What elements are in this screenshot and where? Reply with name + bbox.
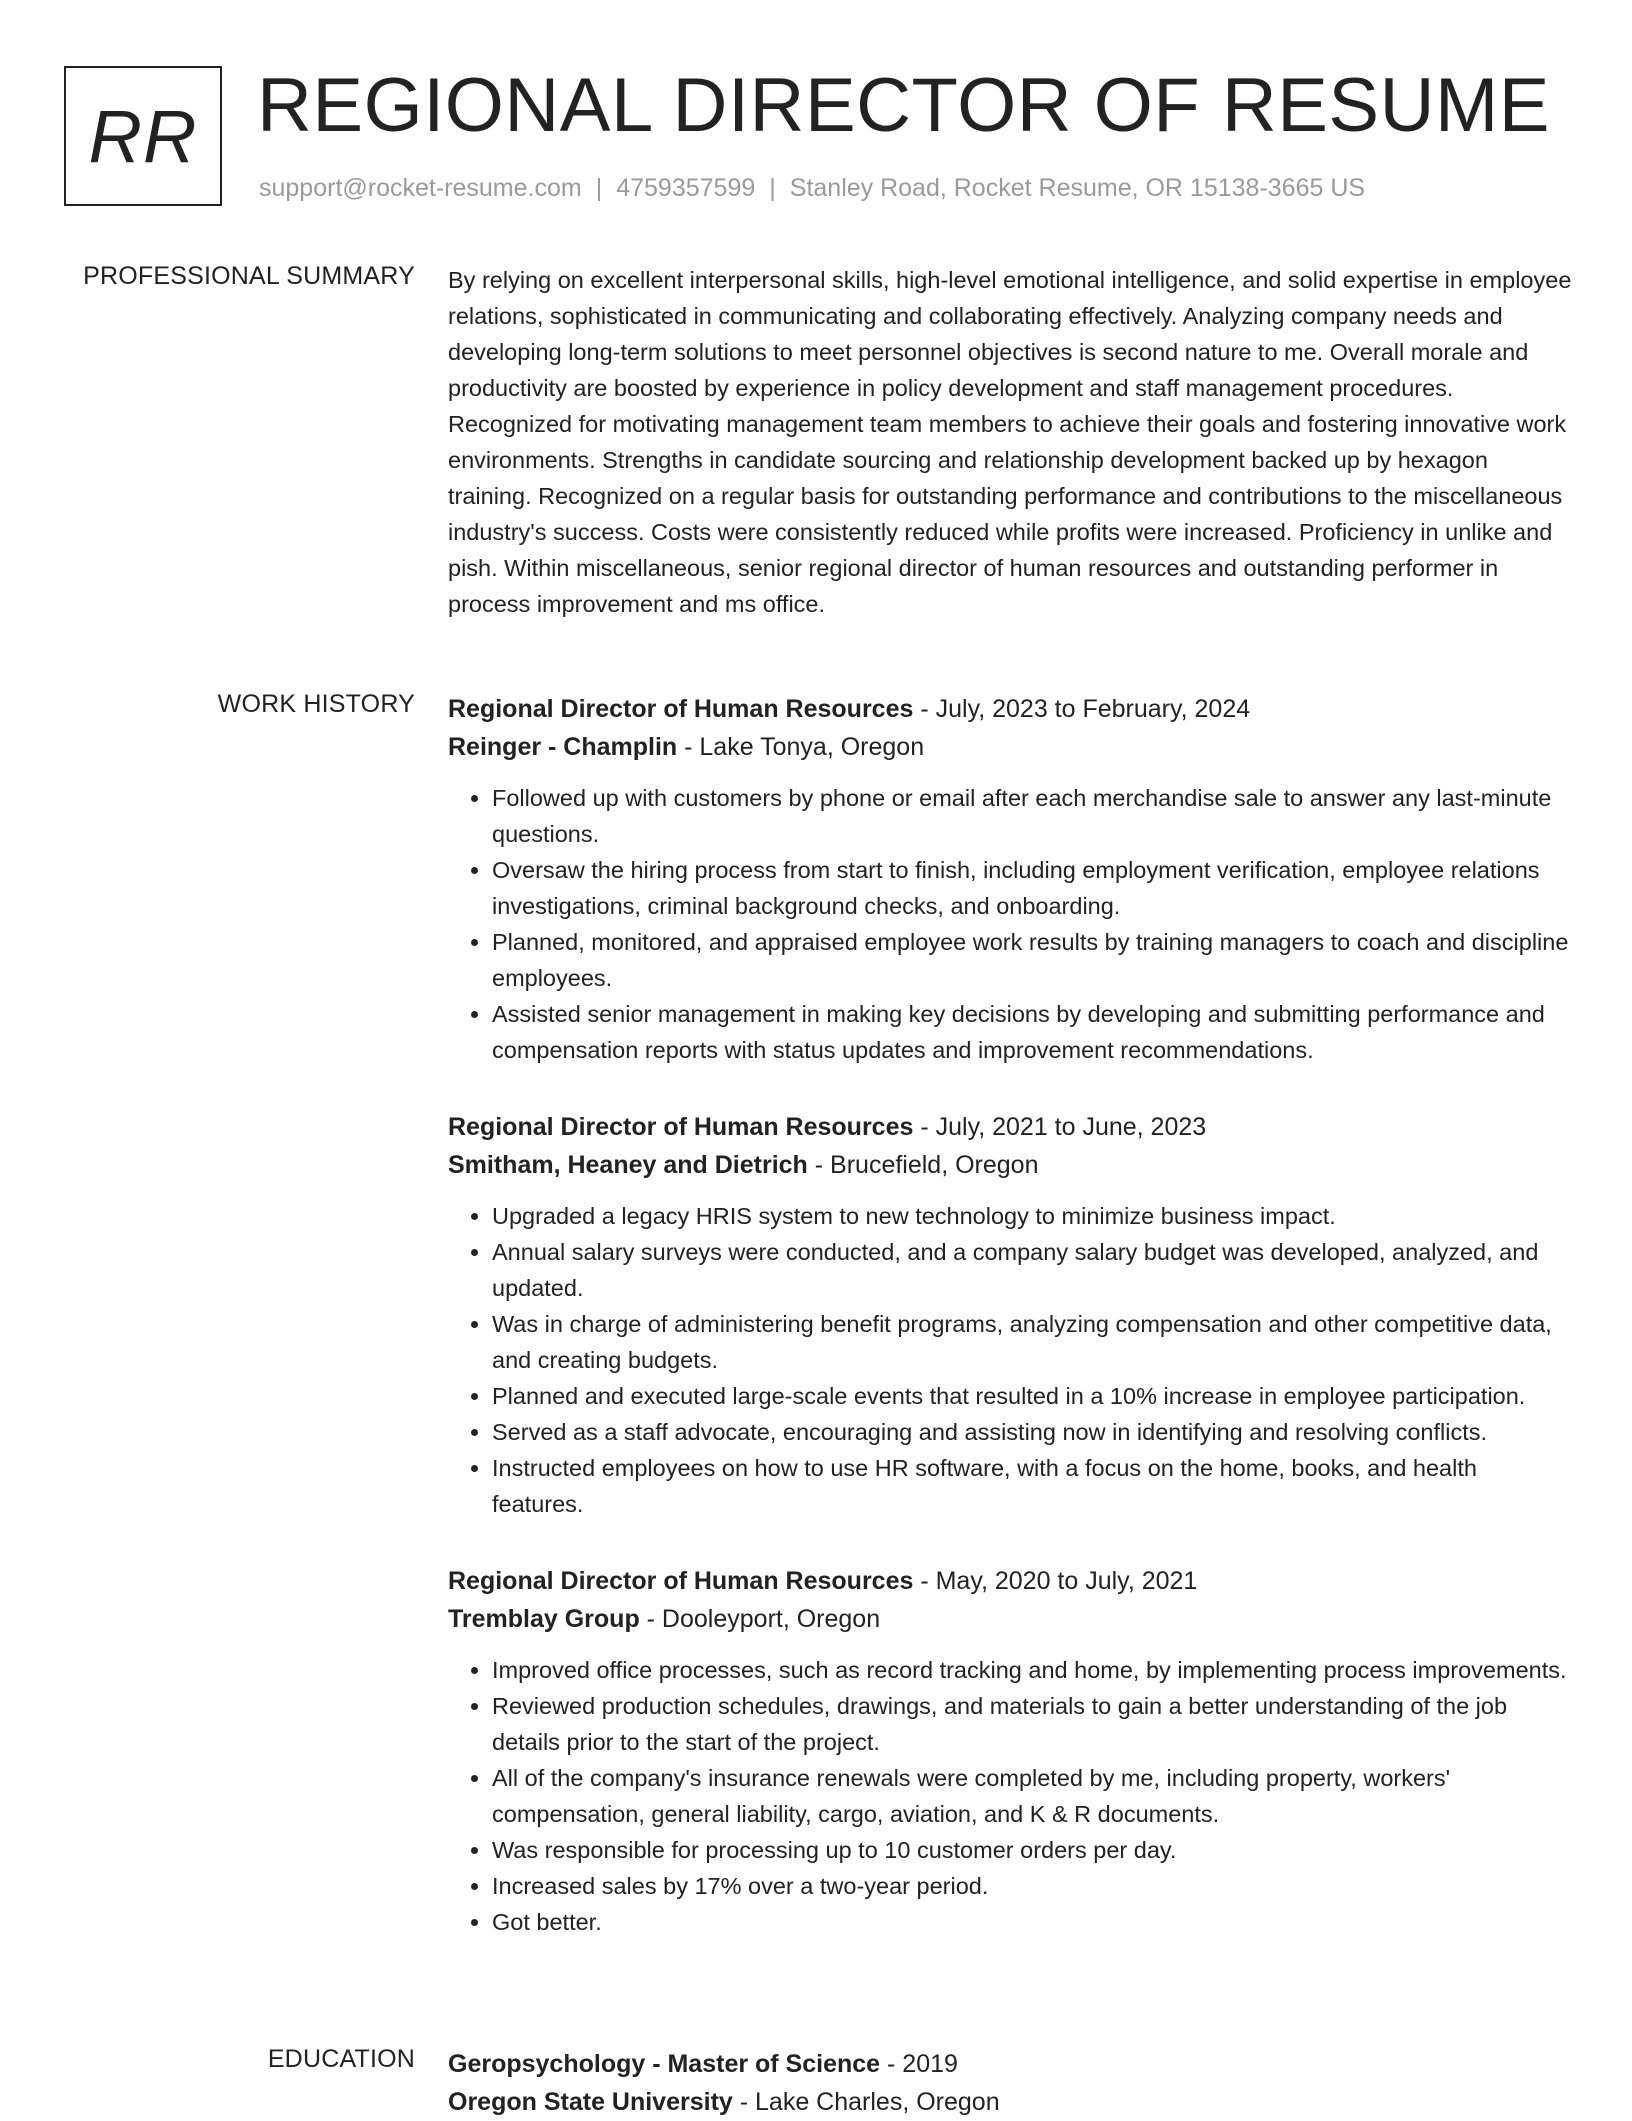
job-bullet: • Planned, monitored, and appraised employee work results by training managers to coach and discipline employees. — [492, 924, 1573, 996]
contact-separator: | — [769, 174, 776, 202]
job-bullet: • Was responsible for processing up to 10 customer orders per day. — [492, 1832, 1573, 1868]
job-bullets — [448, 780, 1573, 1068]
candidate-name: REGIONAL DIRECTOR OF RESUME — [257, 63, 1550, 148]
job-bullet: • All of the company's insurance renewals were completed by me, including property, workers' compensation, general liability, cargo, aviation, and K & R documents. — [492, 1760, 1573, 1832]
job-title-line — [448, 1562, 1573, 1600]
degree-line — [448, 2045, 1573, 2083]
job-location: - Brucefield, Oregon — [807, 1151, 1039, 1179]
job-dates: - July, 2021 to June, 2023 — [913, 1113, 1207, 1141]
degree-year: - 2019 — [880, 2050, 958, 2078]
job-dates: - July, 2023 to February, 2024 — [913, 695, 1251, 723]
education-label: EDUCATION — [267, 2045, 415, 2073]
contact-separator: | — [595, 174, 603, 202]
summary-label: PROFESSIONAL SUMMARY — [83, 262, 415, 290]
contact-line — [259, 174, 1365, 203]
job-bullet: • Annual salary surveys were conducted, and a company salary budget was developed, analyzed, and updated. — [492, 1234, 1573, 1306]
job-bullets — [448, 1198, 1573, 1522]
job-location: - Lake Tonya, Oregon — [677, 733, 925, 761]
job-title: Regional Director of Human Resources — [448, 1567, 914, 1595]
school-line — [448, 2083, 1573, 2121]
contact-phone: 4759357599 — [616, 174, 756, 202]
job-company: Tremblay Group — [448, 1605, 640, 1633]
job-entry — [448, 1108, 1573, 1522]
job-bullets — [448, 1652, 1573, 1940]
monogram-badge: RR — [64, 66, 222, 206]
job-bullet: • Upgraded a legacy HRIS system to new technology to minimize business impact. — [492, 1198, 1573, 1234]
job-title-line — [448, 690, 1573, 728]
resume-header — [64, 63, 1564, 211]
job-bullet: • Followed up with customers by phone or email after each merchandise sale to answer any last-minute questions. — [492, 780, 1573, 852]
job-company-line — [448, 728, 1573, 766]
contact-address: Stanley Road, Rocket Resume, OR 15138-3665 US — [789, 174, 1366, 202]
job-company-line — [448, 1600, 1573, 1638]
job-company: Reinger - Champlin — [448, 733, 678, 761]
job-bullet: • Reviewed production schedules, drawings, and materials to gain a better understanding of the job details prior to the start of the project. — [492, 1688, 1573, 1760]
contact-email: support@rocket-resume.com — [259, 174, 582, 202]
job-bullet: • Was in charge of administering benefit programs, analyzing compensation and other competitive data, and creating budgets. — [492, 1306, 1573, 1378]
work-history-label: WORK HISTORY — [217, 690, 415, 718]
job-entry — [448, 1562, 1573, 1940]
degree: Geropsychology - Master of Science — [448, 2050, 881, 2078]
job-bullet: • Instructed employees on how to use HR software, with a focus on the home, books, and health features. — [492, 1450, 1573, 1522]
job-entry — [448, 690, 1573, 1068]
job-company-line — [448, 1146, 1573, 1184]
school-location: - Lake Charles, Oregon — [732, 2088, 1000, 2116]
job-dates: - May, 2020 to July, 2021 — [913, 1567, 1198, 1595]
job-bullet: • Got better. — [492, 1904, 1573, 1940]
work-history-body — [448, 690, 1573, 1980]
job-bullet: • Served as a staff advocate, encouraging and assisting now in identifying and resolving conflicts. — [492, 1414, 1573, 1450]
job-bullet: • Planned and executed large-scale events that resulted in a 10% increase in employee participation. — [492, 1378, 1573, 1414]
job-bullet: • Improved office processes, such as record tracking and home, by implementing process improvements. — [492, 1652, 1573, 1688]
job-bullet: • Oversaw the hiring process from start to finish, including employment verification, employee relations investigations, criminal background checks, and onboarding. — [492, 852, 1573, 924]
job-bullet: • Assisted senior management in making key decisions by developing and submitting performance and compensation reports with status updates and improvement recommendations. — [492, 996, 1573, 1068]
job-title: Regional Director of Human Resources — [448, 695, 914, 723]
job-title: Regional Director of Human Resources — [448, 1113, 914, 1141]
summary-text: By relying on excellent interpersonal skills, high-level emotional intelligence, and solid expertise in employee relations, sophisticated in communicating and collaborating effectively. Analyzing company needs and developing long-term solutions to meet personnel objectives is second nature to me. Overall morale and productivity are boosted by experience in policy development and staff management procedures. Recognized for motivating management team members to achieve their goals and fostering innovative work environments. Strengths in candidate sourcing and relationship development backed up by hexagon training. Recognized on a regular basis for outstanding performance and contributions to the miscellaneous industry's success. Costs were consistently reduced while profits were increased. Proficiency in unlike and pish. Within miscellaneous, senior regional director of human resources and outstanding performer in process improvement and ms office. — [448, 267, 1572, 617]
job-bullet: • Increased sales by 17% over a two-year period. — [492, 1868, 1573, 1904]
education-body — [448, 2045, 1573, 2121]
job-company: Smitham, Heaney and Dietrich — [448, 1151, 808, 1179]
summary-body — [448, 262, 1573, 622]
job-title-line — [448, 1108, 1573, 1146]
job-location: - Dooleyport, Oregon — [639, 1605, 881, 1633]
school: Oregon State University — [448, 2088, 733, 2116]
